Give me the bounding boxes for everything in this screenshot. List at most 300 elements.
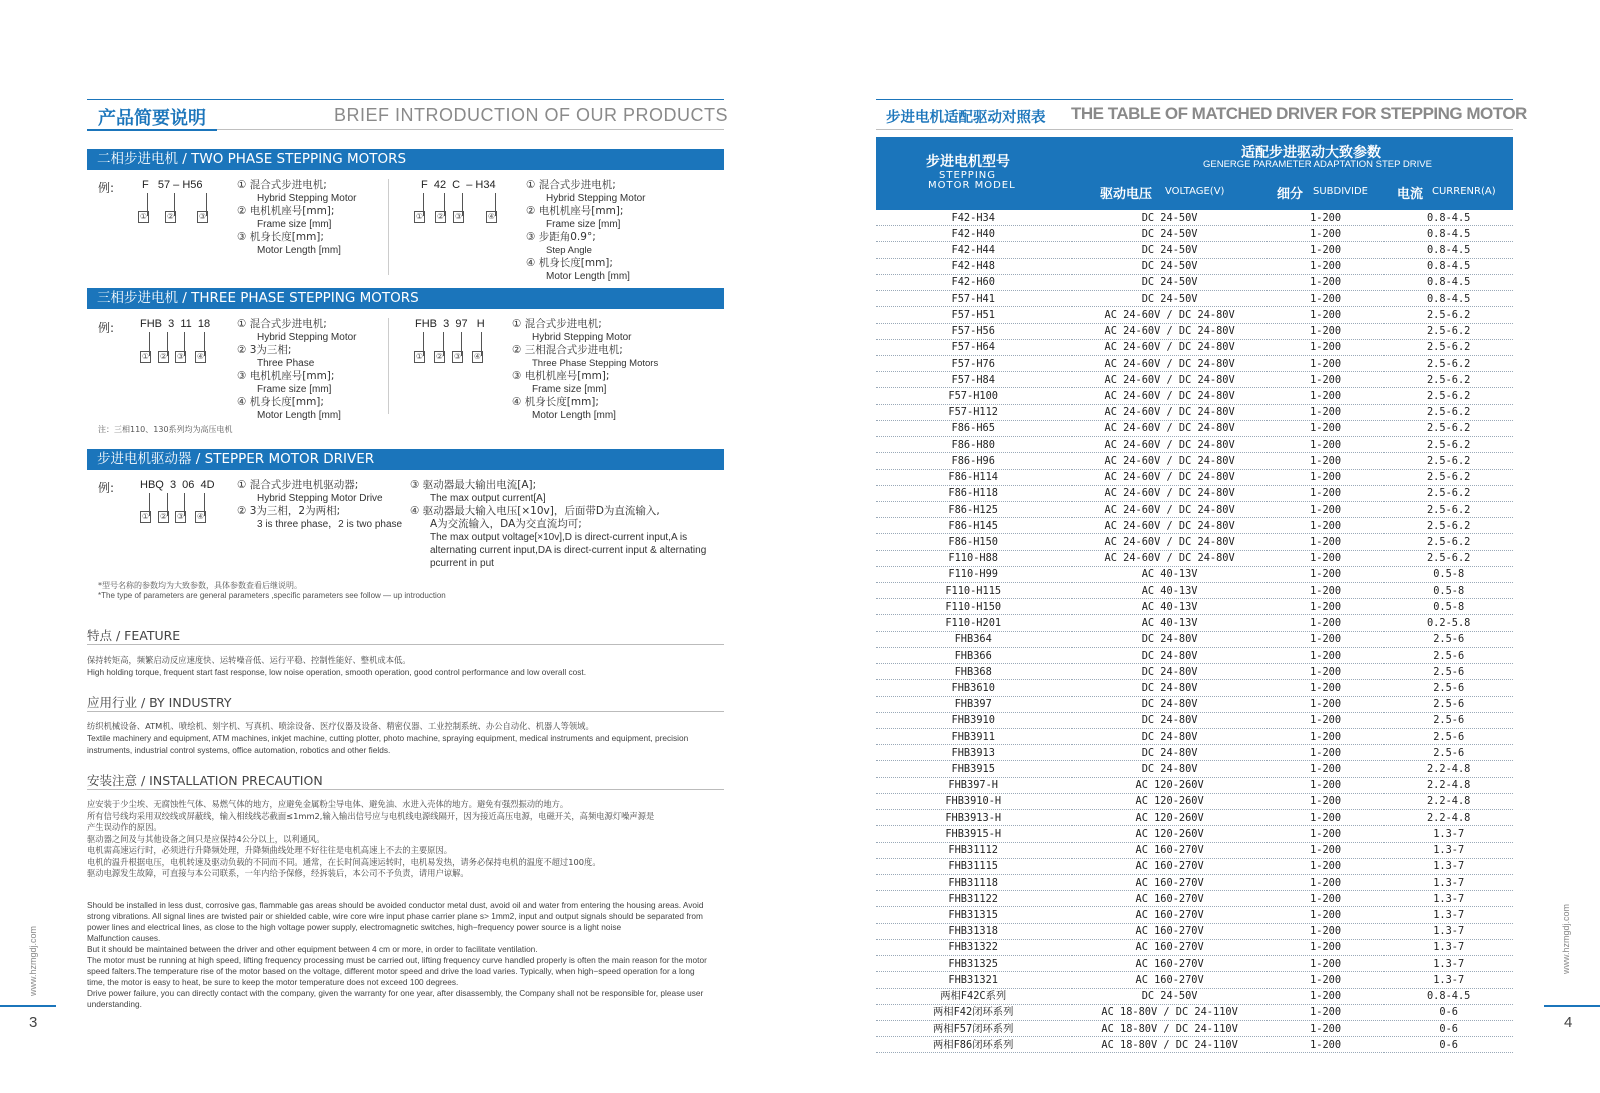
cell-subdivide: 1-200 [1267,1020,1385,1036]
cell-model: F86-H80 [876,437,1072,453]
industry-heading: 应用行业 / BY INDUSTRY [87,695,232,710]
three-phase-note: 注：三相110、130系列均为高压电机 [98,425,233,434]
cell-current: 2.5-6 [1384,729,1513,745]
model-code-three-phase-2: FHB 3 97 H [415,318,485,330]
cell-current: 2.5-6 [1384,745,1513,761]
cell-model: FHB31118 [876,874,1072,890]
cell-model: FHB397 [876,696,1072,712]
cell-current: 1.3-7 [1384,939,1513,955]
cell-subdivide: 1-200 [1267,858,1385,874]
table-row [876,615,1513,631]
cell-model: F57-H84 [876,372,1072,388]
feature-text-cn: 保持转矩高，频繁启动反应速度快、运转噪音低、运行平稳、控制性能好、整机成本低。 [87,655,411,665]
left-page-title-en: BRIEF INTRODUCTION OF OUR PRODUCTS [334,105,728,125]
cell-current: 1.3-7 [1384,972,1513,988]
cell-subdivide: 1-200 [1267,647,1385,663]
cell-voltage: AC 24-60V / DC 24-80V [1072,485,1266,501]
cell-current: 0.8-4.5 [1384,291,1513,307]
cell-model: FHB31321 [876,972,1072,988]
cell-current: 0.8-4.5 [1384,274,1513,290]
header-current-cn: 电流 [1397,187,1424,202]
table-row [876,404,1513,420]
table-row [876,712,1513,728]
industry-rule [87,711,724,712]
cell-voltage: AC 160-270V [1072,858,1266,874]
cell-voltage: AC 120-260V [1072,777,1266,793]
page-number-rule-left [0,1005,56,1007]
cell-subdivide: 1-200 [1267,518,1385,534]
cell-current: 0.8-4.5 [1384,226,1513,242]
header-voltage-en: VOLTAGE(V) [1165,186,1225,197]
cell-subdivide: 1-200 [1267,437,1385,453]
table-row [876,291,1513,307]
cell-voltage: DC 24-50V [1072,274,1266,290]
cell-subdivide: 1-200 [1267,388,1385,404]
cell-subdivide: 1-200 [1267,793,1385,809]
right-title-top-rule [876,99,1513,100]
table-row [876,226,1513,242]
cell-model: F42-H60 [876,274,1072,290]
cell-model: FHB31112 [876,842,1072,858]
cell-subdivide: 1-200 [1267,923,1385,939]
cell-subdivide: 1-200 [1267,810,1385,826]
cell-model: F42-H34 [876,210,1072,226]
table-row [876,907,1513,923]
cell-current: 2.5-6 [1384,664,1513,680]
feature-text-en: High holding torque, frequent start fast response, low noise operation, smooth operation, good control performance and low overall cost. [87,667,587,677]
cell-voltage: DC 24-50V [1072,226,1266,242]
cell-current: 2.5-6 [1384,680,1513,696]
table-row [876,242,1513,258]
cell-model: F110-H115 [876,583,1072,599]
cell-voltage: AC 18-80V / DC 24-110V [1072,1037,1266,1053]
model-code-two-phase-2: F 42 C – H34 [421,179,496,191]
cell-subdivide: 1-200 [1267,210,1385,226]
cell-voltage: AC 40-13V [1072,615,1266,631]
cell-current: 2.5-6.2 [1384,404,1513,420]
cell-voltage: AC 24-60V / DC 24-80V [1072,550,1266,566]
cell-current: 2.5-6.2 [1384,469,1513,485]
cell-voltage: AC 18-80V / DC 24-110V [1072,1020,1266,1036]
cell-voltage: AC 18-80V / DC 24-110V [1072,1004,1266,1020]
header-group-en: GENERGE PARAMETER ADAPTATION STEP DRIVE [1203,159,1432,170]
side-url-left: www.hzmgdj.com [28,925,38,996]
cell-model: F42-H40 [876,226,1072,242]
divider [388,318,389,414]
cell-current: 2.5-6.2 [1384,518,1513,534]
cell-model: F86-H96 [876,453,1072,469]
cell-current: 2.2-4.8 [1384,761,1513,777]
cell-voltage: AC 24-60V / DC 24-80V [1072,339,1266,355]
cell-subdivide: 1-200 [1267,599,1385,615]
cell-subdivide: 1-200 [1267,453,1385,469]
table-row [876,842,1513,858]
table-row [876,437,1513,453]
cell-voltage: AC 160-270V [1072,956,1266,972]
cell-voltage: DC 24-80V [1072,761,1266,777]
cell-model: 两相F57闭环系列 [876,1020,1072,1036]
cell-current: 2.2-4.8 [1384,777,1513,793]
table-row [876,534,1513,550]
cell-model: FHB3910 [876,712,1072,728]
cell-voltage: AC 24-60V / DC 24-80V [1072,518,1266,534]
table-row [876,631,1513,647]
cell-current: 0.2-5.8 [1384,615,1513,631]
model-code-three-phase-1: FHB 3 11 18 [140,318,211,330]
cell-model: F86-H65 [876,420,1072,436]
left-page-title-cn: 产品简要说明 [98,108,206,129]
table-row [876,696,1513,712]
cell-voltage: DC 24-50V [1072,258,1266,274]
cell-voltage: DC 24-80V [1072,647,1266,663]
cell-model: F110-H150 [876,599,1072,615]
table-row [876,1020,1513,1036]
right-page-title-en: THE TABLE OF MATCHED DRIVER FOR STEPPING MOTOR [1071,104,1527,123]
industry-text-cn: 纺织机械设备、ATM机、喷绘机、刻字机、写真机、喷涂设备、医疗仪器及设备、精密仪器、工业控制系统、办公自动化、机器人等领域。 [87,721,594,731]
cell-model: FHB31318 [876,923,1072,939]
cell-voltage: DC 24-50V [1072,988,1266,1004]
cell-current: 0.5-8 [1384,583,1513,599]
cell-voltage: AC 120-260V [1072,810,1266,826]
page-number-left: 3 [29,1014,38,1031]
cell-subdivide: 1-200 [1267,615,1385,631]
cell-voltage: AC 160-270V [1072,891,1266,907]
table-row [876,956,1513,972]
cell-model: FHB366 [876,647,1072,663]
table-row [876,258,1513,274]
table-row [876,858,1513,874]
cell-model: FHB3915 [876,761,1072,777]
model-code-two-phase-1: F 57 – H56 [142,179,203,191]
table-row [876,372,1513,388]
installation-heading: 安装注意 / INSTALLATION PRECAUTION [87,773,323,788]
cell-model: FHB3913-H [876,810,1072,826]
cell-subdivide: 1-200 [1267,631,1385,647]
table-row [876,745,1513,761]
cell-model: F86-H114 [876,469,1072,485]
table-row [876,583,1513,599]
cell-model: F86-H150 [876,534,1072,550]
cell-subdivide: 1-200 [1267,226,1385,242]
cell-voltage: DC 24-80V [1072,664,1266,680]
cell-model: F86-H145 [876,518,1072,534]
cell-current: 2.5-6.2 [1384,339,1513,355]
cell-current: 0-6 [1384,1004,1513,1020]
cell-voltage: DC 24-50V [1072,291,1266,307]
cell-voltage: AC 160-270V [1072,874,1266,890]
cell-voltage: DC 24-50V [1072,242,1266,258]
cell-subdivide: 1-200 [1267,988,1385,1004]
cell-model: F110-H99 [876,566,1072,582]
cell-current: 2.5-6.2 [1384,372,1513,388]
header-model-en-1: STEPPING [939,170,997,181]
desc-driver-1: ① 混合式步进电机驱动器; Hybrid Stepping Motor Drive ② 3为三相，2为两相; 3 is three phase，2 is two phase [237,479,403,530]
cell-model: F57-H51 [876,307,1072,323]
cell-subdivide: 1-200 [1267,404,1385,420]
feature-heading: 特点 / FEATURE [87,628,181,643]
page-number-right: 4 [1564,1014,1573,1031]
installation-rule [87,789,724,790]
table-header [876,137,1513,210]
example-label: 例: [98,181,115,195]
installation-text-en: Should be installed in less dust, corrosive gas, flammable gas areas should be avoided conductor metal dust, avoid oil and water from entering the housing areas. Avoid strong vibrations. All signal lines are twisted pair or shielded cable, wire core wire input phase carrier plane s> 1mm2, input and output signals should be separated from power lines and electrical lines, as close to the high voltage power supply, electromagnetic switches, high−frequency power source is a light noise Malfunction causes. But it should be maintained between the driver and other equipment between 4 cm or more, in order to facilitate ventilation. The motor must be running at high speed, lifting frequency processing must be carried out, lifting frequency curve handled properly is often the main reason for the motor speed falters.The temperature rise of the motor based on the voltage, different motor speed and drive the load varies. Typically, when high−speed operation for a long time, the motor is easy to heat, be sure to keep the motor temperature does not exceed 100 degrees. Drive power failure, you can directly contact with the company, given the warranty for one year, after disassembly, the Company shall not be responsible for, please user understanding. [87,900,707,1009]
cell-model: FHB397-H [876,777,1072,793]
cell-model: FHB3910-H [876,793,1072,809]
header-group-cn: 适配步进驱动大致参数 [1241,145,1381,161]
cell-model: F86-H118 [876,485,1072,501]
cell-subdivide: 1-200 [1267,242,1385,258]
cell-subdivide: 1-200 [1267,339,1385,355]
header-current-en: CURRENR(A) [1432,186,1496,197]
cell-model: F57-H112 [876,404,1072,420]
cell-voltage: AC 24-60V / DC 24-80V [1072,307,1266,323]
cell-current: 1.3-7 [1384,874,1513,890]
cell-subdivide: 1-200 [1267,534,1385,550]
cell-current: 2.5-6.2 [1384,453,1513,469]
cell-subdivide: 1-200 [1267,680,1385,696]
model-code-driver: HBQ 3 06 4D [140,479,215,491]
cell-current: 2.2-4.8 [1384,810,1513,826]
cell-subdivide: 1-200 [1267,712,1385,728]
table-row [876,355,1513,371]
cell-model: 两相F42闭环系列 [876,1004,1072,1020]
cell-model: F110-H88 [876,550,1072,566]
cell-current: 2.5-6 [1384,647,1513,663]
table-row [876,469,1513,485]
table-row [876,485,1513,501]
cell-voltage: AC 120-260V [1072,826,1266,842]
section-bar-driver: 步进电机驱动器 / STEPPER MOTOR DRIVER [87,449,724,470]
table-row [876,923,1513,939]
table-row [876,550,1513,566]
section-bar-two-phase: 二相步进电机 / TWO PHASE STEPPING MOTORS [87,149,724,170]
cell-subdivide: 1-200 [1267,258,1385,274]
right-page-title-cn: 步进电机适配驱动对照表 [886,110,1046,126]
cell-subdivide: 1-200 [1267,485,1385,501]
cell-model: F57-H41 [876,291,1072,307]
table-row [876,339,1513,355]
cell-subdivide: 1-200 [1267,972,1385,988]
cell-subdivide: 1-200 [1267,355,1385,371]
divider [388,179,389,275]
cell-voltage: AC 40-13V [1072,583,1266,599]
cell-subdivide: 1-200 [1267,826,1385,842]
table-row [876,939,1513,955]
table-row [876,1004,1513,1020]
cell-subdivide: 1-200 [1267,307,1385,323]
cell-voltage: AC 24-60V / DC 24-80V [1072,534,1266,550]
cell-current: 0.8-4.5 [1384,210,1513,226]
cell-subdivide: 1-200 [1267,372,1385,388]
cell-current: 1.3-7 [1384,858,1513,874]
cell-current: 0.5-8 [1384,599,1513,615]
cell-current: 2.5-6.2 [1384,420,1513,436]
matched-driver-table [876,210,1513,1053]
industry-text-en: Textile machinery and equipment, ATM machines, inkjet machine, cutting plotter, photo machine, spraying equipment, medical instruments and equipment, precision instruments, industrial control systems, office automation, robotics and other fields. [87,733,689,755]
cell-voltage: AC 24-60V / DC 24-80V [1072,420,1266,436]
cell-subdivide: 1-200 [1267,1037,1385,1053]
cell-subdivide: 1-200 [1267,842,1385,858]
cell-voltage: AC 24-60V / DC 24-80V [1072,372,1266,388]
cell-voltage: AC 160-270V [1072,923,1266,939]
cell-voltage: AC 24-60V / DC 24-80V [1072,437,1266,453]
cell-model: F57-H76 [876,355,1072,371]
cell-model: FHB31325 [876,956,1072,972]
desc-two-phase-2: ① 混合式步进电机; Hybrid Stepping Motor ② 电机机座号[mm]; Frame size [mm] ③ 步距角0.9°; Step Angle ④ 机身长度[mm]; Motor Length [mm] [526,179,646,282]
cell-subdivide: 1-200 [1267,550,1385,566]
cell-model: 两相F42C系列 [876,988,1072,1004]
cell-subdivide: 1-200 [1267,1004,1385,1020]
cell-subdivide: 1-200 [1267,939,1385,955]
cell-voltage: DC 24-80V [1072,631,1266,647]
cell-subdivide: 1-200 [1267,777,1385,793]
table-row [876,323,1513,339]
left-title-top-rule [87,99,724,100]
cell-subdivide: 1-200 [1267,566,1385,582]
cell-model: F42-H48 [876,258,1072,274]
driver-note-cn: *型号名称的参数均为大致参数，具体参数查看后继说明。 [98,581,302,590]
example-label: 例: [98,481,115,495]
feature-rule [87,644,724,645]
cell-current: 1.3-7 [1384,956,1513,972]
cell-subdivide: 1-200 [1267,907,1385,923]
cell-model: 两相F86闭环系列 [876,1037,1072,1053]
cell-voltage: AC 160-270V [1072,907,1266,923]
cell-model: FHB368 [876,664,1072,680]
cell-subdivide: 1-200 [1267,583,1385,599]
table-row [876,664,1513,680]
cell-voltage: AC 24-60V / DC 24-80V [1072,404,1266,420]
cell-subdivide: 1-200 [1267,291,1385,307]
cell-current: 1.3-7 [1384,907,1513,923]
cell-subdivide: 1-200 [1267,696,1385,712]
header-subdivide-cn: 细分 [1277,187,1304,202]
cell-subdivide: 1-200 [1267,420,1385,436]
cell-voltage: AC 40-13V [1072,566,1266,582]
cell-current: 2.5-6.2 [1384,534,1513,550]
cell-current: 0.8-4.5 [1384,988,1513,1004]
cell-model: FHB3913 [876,745,1072,761]
table-row [876,972,1513,988]
table-row [876,210,1513,226]
cell-current: 2.5-6 [1384,696,1513,712]
cell-model: F86-H125 [876,501,1072,517]
table-row [876,729,1513,745]
right-title-underline [876,129,1513,130]
desc-three-phase-2: ① 混合式步进电机; Hybrid Stepping Motor ② 三相混合式步进电机; Three Phase Stepping Motors ③ 电机机座号[mm]; Frame size [mm] ④ 机身长度[mm]; Motor Length [mm] [512,318,659,421]
table-row [876,810,1513,826]
cell-current: 0-6 [1384,1037,1513,1053]
example-label: 例: [98,321,115,335]
cell-voltage: DC 24-80V [1072,696,1266,712]
cell-voltage: AC 24-60V / DC 24-80V [1072,501,1266,517]
cell-voltage: AC 120-260V [1072,793,1266,809]
cell-model: FHB31122 [876,891,1072,907]
cell-subdivide: 1-200 [1267,274,1385,290]
cell-model: F110-H201 [876,615,1072,631]
cell-subdivide: 1-200 [1267,745,1385,761]
left-title-underline-accent [87,129,217,131]
cell-current: 2.5-6 [1384,631,1513,647]
table-row [876,680,1513,696]
table-row [876,647,1513,663]
cell-current: 2.5-6 [1384,712,1513,728]
cell-voltage: DC 24-80V [1072,712,1266,728]
cell-current: 2.5-6.2 [1384,437,1513,453]
table-row [876,420,1513,436]
cell-current: 1.3-7 [1384,826,1513,842]
table-row [876,518,1513,534]
cell-current: 0.8-4.5 [1384,242,1513,258]
driver-note-en: *The type of parameters are general parameters ,specific parameters see follow — up introduction [98,591,446,600]
table-row [876,388,1513,404]
cell-current: 0.5-8 [1384,566,1513,582]
table-row [876,777,1513,793]
cell-current: 1.3-7 [1384,923,1513,939]
cell-voltage: AC 24-60V / DC 24-80V [1072,355,1266,371]
cell-model: FHB3610 [876,680,1072,696]
cell-model: F57-H100 [876,388,1072,404]
cell-subdivide: 1-200 [1267,891,1385,907]
header-subdivide-en: SUBDIVIDE [1313,186,1368,197]
cell-subdivide: 1-200 [1267,956,1385,972]
cell-current: 1.3-7 [1384,891,1513,907]
cell-subdivide: 1-200 [1267,761,1385,777]
table-row [876,1037,1513,1053]
cell-model: FHB31315 [876,907,1072,923]
cell-current: 2.5-6.2 [1384,550,1513,566]
cell-current: 2.5-6.2 [1384,355,1513,371]
table-row [876,891,1513,907]
cell-current: 1.3-7 [1384,842,1513,858]
cell-subdivide: 1-200 [1267,501,1385,517]
table-row [876,874,1513,890]
table-row [876,566,1513,582]
cell-current: 0-6 [1384,1020,1513,1036]
section-bar-three-phase: 三相步进电机 / THREE PHASE STEPPING MOTORS [87,288,724,309]
cell-current: 2.5-6.2 [1384,388,1513,404]
cell-voltage: AC 40-13V [1072,599,1266,615]
desc-driver-2: ③ 驱动器最大输出电流[A]; The max output current[A] ④ 驱动器最大输入电压[×10v]，后面带D为直流输入, A为交流输入，DA为交直流均可; The max output voltage[×10v],D is direct-current input,A is alternating current input,DA is direct-current input & alternating pcurrent in put [410,479,707,569]
cell-voltage: DC 24-50V [1072,210,1266,226]
cell-model: FHB364 [876,631,1072,647]
cell-model: F42-H44 [876,242,1072,258]
cell-subdivide: 1-200 [1267,874,1385,890]
cell-current: 2.5-6.2 [1384,323,1513,339]
cell-subdivide: 1-200 [1267,664,1385,680]
table-row [876,761,1513,777]
table-row [876,826,1513,842]
table-row [876,599,1513,615]
desc-two-phase-1: ① 混合式步进电机; Hybrid Stepping Motor ② 电机机座号[mm]; Frame size [mm] ③ 机身长度[mm]; Motor Length [mm] [237,179,357,256]
cell-model: FHB31115 [876,858,1072,874]
cell-voltage: DC 24-80V [1072,745,1266,761]
page-number-rule-right [1544,1005,1600,1007]
header-voltage-cn: 驱动电压 [1100,187,1153,202]
table-row [876,453,1513,469]
table-row [876,307,1513,323]
cell-voltage: AC 160-270V [1072,842,1266,858]
cell-current: 2.2-4.8 [1384,793,1513,809]
table-row [876,988,1513,1004]
header-model-cn: 步进电机型号 [926,154,1010,170]
cell-model: F57-H56 [876,323,1072,339]
cell-subdivide: 1-200 [1267,729,1385,745]
cell-current: 2.5-6.2 [1384,501,1513,517]
header-model-en-2: MOTOR MODEL [928,180,1016,191]
cell-current: 0.8-4.5 [1384,258,1513,274]
cell-subdivide: 1-200 [1267,469,1385,485]
